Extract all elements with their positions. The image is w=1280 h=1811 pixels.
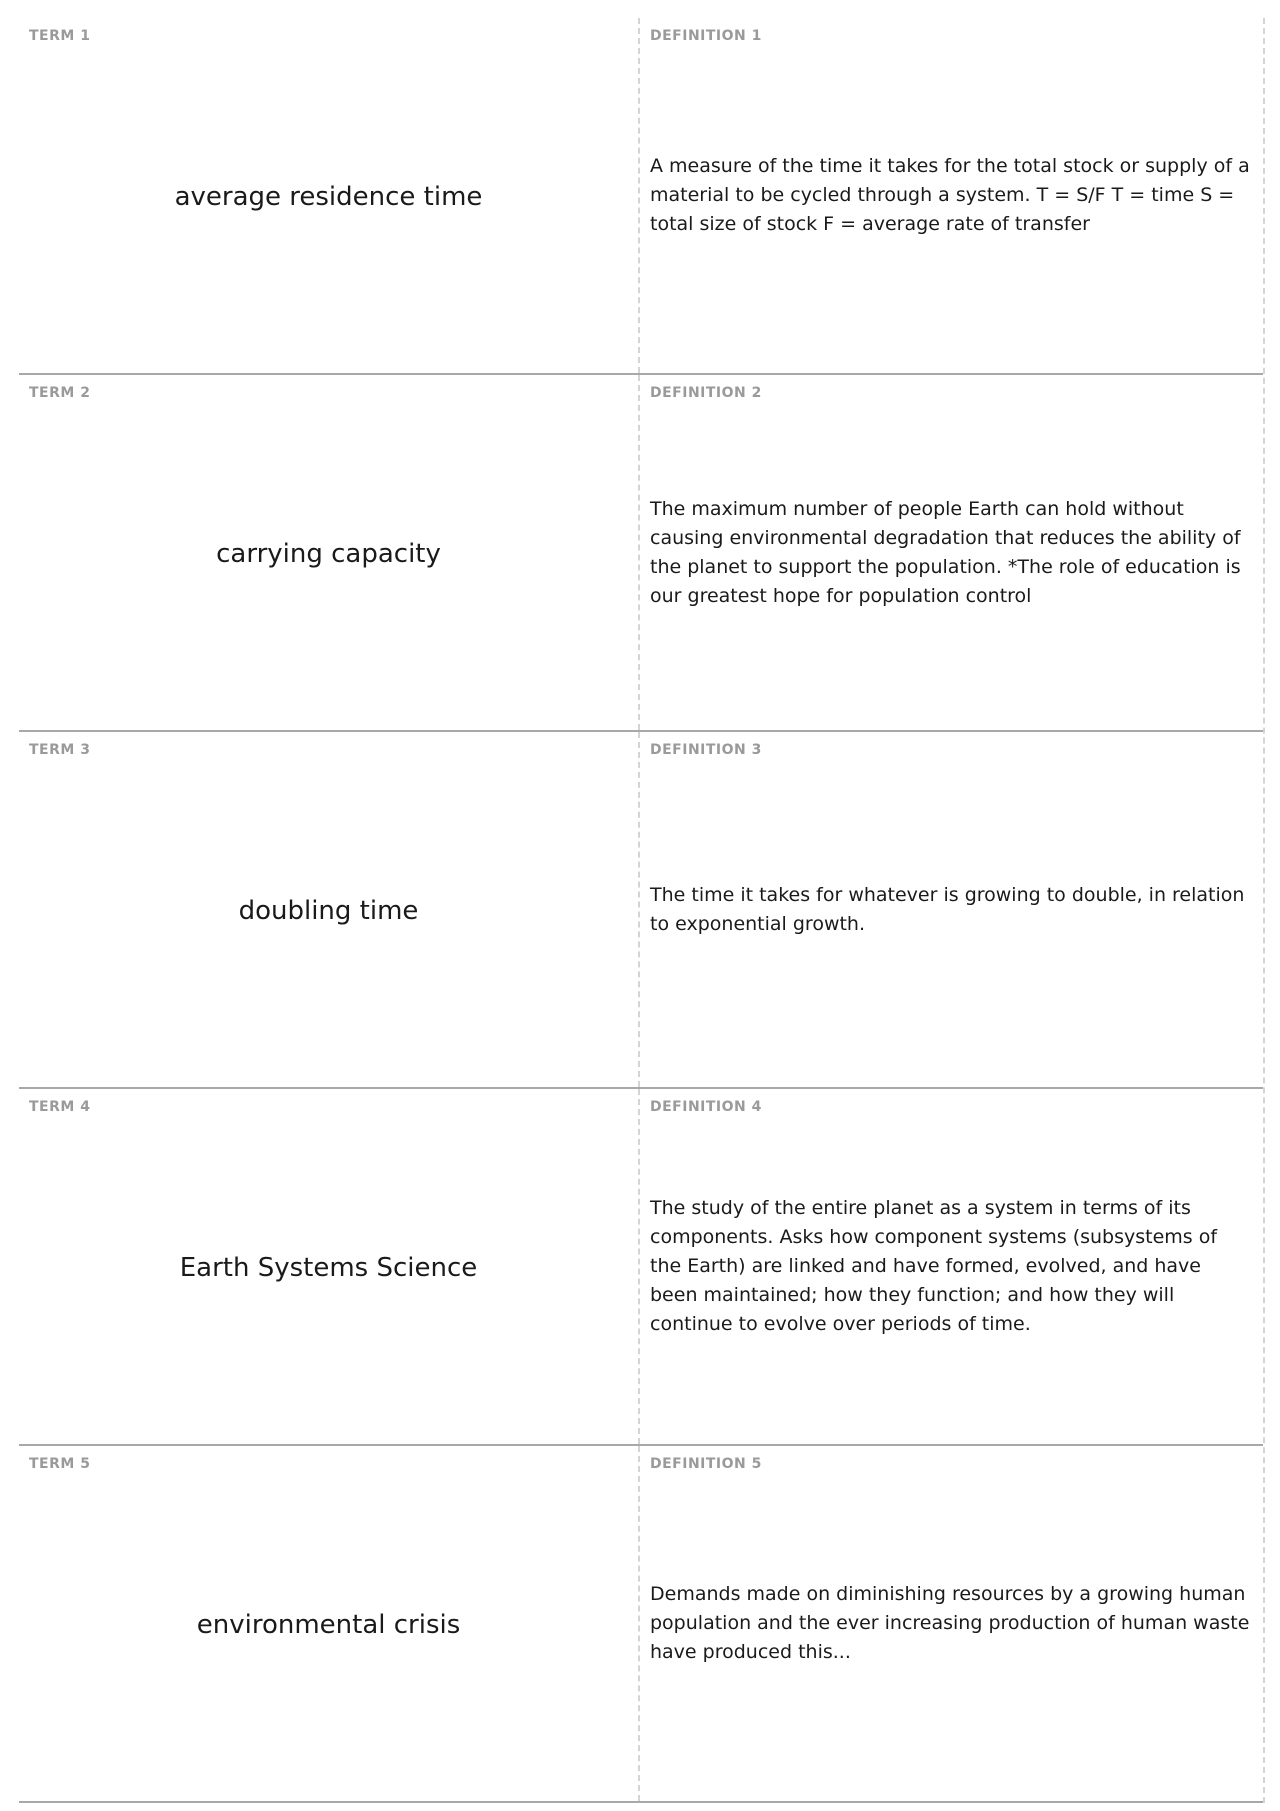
flashcard-row-2	[19, 375, 1263, 732]
definition-text: The time it takes for whatever is growing to double, in relation to exponential growth.	[650, 883, 1245, 935]
definition-label: DEFINITION 4	[650, 1099, 762, 1115]
definition-text: The maximum number of people Earth can hold without causing environmental degradation that reduces the ability of the planet to support the population. *The role of education is our greatest hope for population control	[650, 497, 1241, 607]
flashcard-sheet	[19, 18, 1265, 1803]
definition-cell	[640, 1089, 1261, 1444]
term-text: carrying capacity	[216, 538, 441, 569]
definition-text: Demands made on diminishing resources by a growing human population and the ever increasing production of human waste have produced this...	[650, 1583, 1250, 1663]
term-label: TERM 2	[29, 385, 91, 401]
term-label: TERM 3	[29, 742, 91, 758]
term-label: TERM 5	[29, 1456, 91, 1472]
term-label: TERM 1	[29, 28, 91, 44]
flashcard-row-3	[19, 732, 1263, 1089]
definition-cell	[640, 732, 1261, 1087]
flashcard-row-5	[19, 1446, 1263, 1803]
term-text: average residence time	[174, 181, 483, 212]
term-cell	[19, 1089, 640, 1444]
definition-label: DEFINITION 5	[650, 1456, 762, 1472]
term-text: environmental crisis	[196, 1609, 461, 1640]
term-label: TERM 4	[29, 1099, 91, 1115]
definition-label: DEFINITION 3	[650, 742, 762, 758]
term-cell	[19, 732, 640, 1087]
definition-cell	[640, 18, 1261, 373]
definition-cell	[640, 375, 1261, 730]
term-text: doubling time	[238, 895, 419, 926]
definition-label: DEFINITION 1	[650, 28, 762, 44]
definition-label: DEFINITION 2	[650, 385, 762, 401]
definition-text: A measure of the time it takes for the total stock or supply of a material to be cycled through a system. T = S/F T = time S = total size of stock F = average rate of transfer	[650, 155, 1250, 235]
flashcard-row-1	[19, 18, 1263, 375]
term-text: Earth Systems Science	[179, 1252, 478, 1283]
term-cell	[19, 18, 640, 373]
definition-text: The study of the entire planet as a system in terms of its components. Asks how component systems (subsystems of the Earth) are linked and have formed, evolved, and have been maintained; how they function; and how they will continue to evolve over periods of time.	[650, 1197, 1218, 1335]
flashcard-row-4	[19, 1089, 1263, 1446]
definition-cell	[640, 1446, 1261, 1801]
term-cell	[19, 1446, 640, 1801]
term-cell	[19, 375, 640, 730]
